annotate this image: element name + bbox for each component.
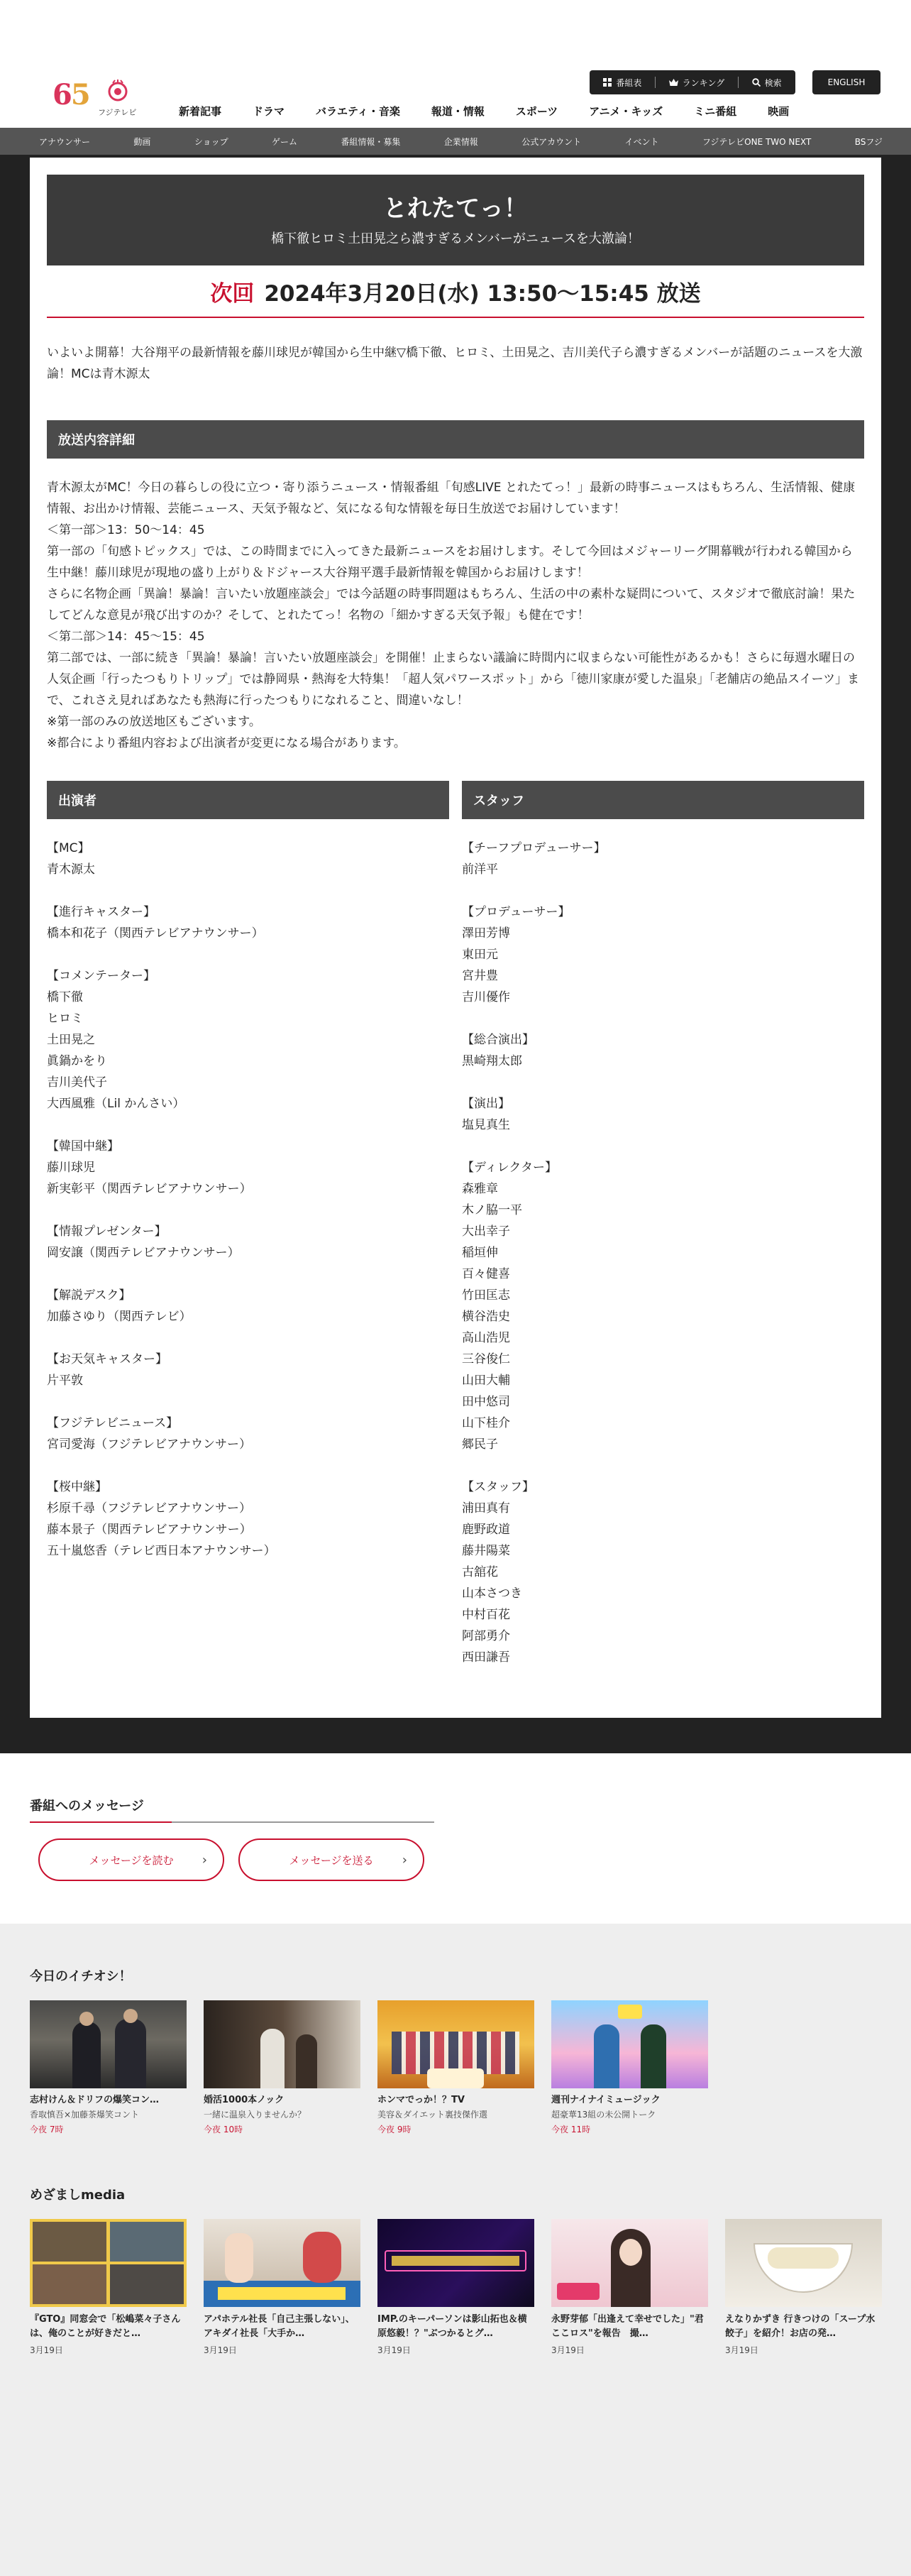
program-content bbox=[30, 158, 881, 1718]
detail-line: ※第一部のみの放送地区もございます。 bbox=[47, 715, 261, 729]
card-date: 3月19日 bbox=[725, 2345, 758, 2355]
credit-name: 橋下徹 bbox=[47, 990, 83, 1004]
media-card[interactable] bbox=[551, 2219, 708, 2356]
staff-list bbox=[462, 838, 864, 1668]
credit-name: 山下桂介 bbox=[462, 1416, 510, 1430]
credit-group bbox=[462, 1093, 864, 1136]
media-card[interactable] bbox=[377, 2219, 534, 2356]
bangumi-label: 番組表 bbox=[616, 77, 642, 88]
card-subtitle: 香取慎吾×加藤茶爆笑コント bbox=[30, 2110, 140, 2120]
credit-group bbox=[47, 1349, 449, 1391]
send-message-button[interactable] bbox=[238, 1838, 424, 1881]
read-message-button[interactable] bbox=[38, 1838, 224, 1881]
nav-item-shinchaku[interactable]: 新着記事 bbox=[179, 105, 222, 118]
card-thumbnail bbox=[204, 2219, 360, 2307]
credit-name: 浦田真有 bbox=[462, 1501, 510, 1516]
medama-icon bbox=[106, 80, 129, 102]
subnav-item-onetwonext[interactable]: フジテレビONE TWO NEXT bbox=[702, 136, 812, 147]
card-date: 3月19日 bbox=[30, 2345, 63, 2355]
message-heading: 番組へのメッセージ bbox=[30, 1796, 434, 1823]
subnav-item-corporate[interactable]: 企業情報 bbox=[443, 136, 478, 147]
credit-group bbox=[47, 1285, 449, 1327]
card-date: 3月19日 bbox=[204, 2345, 237, 2355]
card-thumbnail bbox=[377, 2219, 534, 2307]
credit-role: 【総合演出】 bbox=[462, 1033, 534, 1047]
credit-name: 東田元 bbox=[462, 948, 498, 962]
subnav-item-event[interactable]: イベント bbox=[624, 136, 659, 147]
credit-role: 【解説デスク】 bbox=[47, 1288, 131, 1303]
ichioshi-card[interactable] bbox=[551, 2000, 708, 2135]
card-title: 永野芽郁「出逢えて幸せでした」"君ここロス"を報告 撮… bbox=[551, 2314, 704, 2339]
detail-line: ※都合により番組内容および出演者が変更になる場合があります。 bbox=[47, 736, 406, 750]
subnav-item-game[interactable]: ゲーム bbox=[271, 136, 297, 147]
ichioshi-card[interactable] bbox=[204, 2000, 360, 2135]
credit-name: 吉川優作 bbox=[462, 990, 510, 1004]
mezamashi-cards bbox=[30, 2219, 881, 2356]
credit-name: 大西風雅（Lil かんさい） bbox=[47, 1097, 185, 1111]
credit-name: 中村百花 bbox=[462, 1608, 510, 1622]
credit-name: 青木源太 bbox=[47, 862, 95, 877]
program-area bbox=[0, 155, 911, 1753]
card-title: 志村けん＆ドリフの爆笑コン… bbox=[30, 2095, 160, 2105]
card-thumbnail bbox=[551, 2000, 708, 2088]
credit-name: 藤井陽菜 bbox=[462, 1544, 510, 1558]
credit-role: 【情報プレゼンター】 bbox=[47, 1224, 167, 1239]
credit-name: 黒崎翔太郎 bbox=[462, 1054, 522, 1068]
credit-name: 森雅章 bbox=[462, 1182, 498, 1196]
credit-name: 杉原千尋（フジテレビアナウンサー） bbox=[47, 1501, 251, 1516]
nav-item-mini[interactable]: ミニ番組 bbox=[694, 105, 737, 118]
card-time: 今夜 9時 bbox=[377, 2125, 412, 2134]
credit-name: 藤本景子（関西テレビアナウンサー） bbox=[47, 1523, 252, 1537]
nav-item-variety[interactable]: バラエティ・音楽 bbox=[316, 105, 400, 118]
detail-line: ＜第二部＞14：45〜15：45 bbox=[47, 630, 205, 644]
detail-line: 第一部の「旬感トピックス」では、この時間までに入ってきた最新ニュースをお届けします。そして今回はメジャーリーグ開幕戦が行われる韓国から生中継！藤川球児が現地の盛り上がり＆ドジャース大谷翔平選手最新情報を韓国からお届けします！ bbox=[47, 544, 853, 580]
credit-role: 【コメンテーター】 bbox=[47, 969, 155, 983]
card-thumbnail bbox=[30, 2000, 187, 2088]
credit-group bbox=[47, 901, 449, 944]
next-datetime: 2024年3月20日(水) 13:50〜15:45 放送 bbox=[264, 281, 701, 307]
credit-name: 加藤さゆり（関西テレビ） bbox=[47, 1310, 192, 1324]
credit-group bbox=[47, 1221, 449, 1264]
detail-text bbox=[47, 477, 864, 754]
credit-name: 眞鍋かをり bbox=[47, 1054, 107, 1068]
card-title: IMP.のキーパーソンは影山拓也＆横原悠毅！？"ぶつかるとグ… bbox=[377, 2314, 527, 2339]
cast-heading: 出演者 bbox=[47, 781, 449, 819]
cast-list bbox=[47, 838, 449, 1562]
divider bbox=[738, 77, 739, 88]
credit-name: 高山浩児 bbox=[462, 1331, 510, 1345]
credit-name: 塩見真生 bbox=[462, 1118, 510, 1132]
subnav-item-program-info[interactable]: 番組情報・募集 bbox=[341, 136, 401, 147]
credit-group bbox=[47, 1136, 449, 1200]
card-title: 『GTO』同窓会で「松嶋菜々子さんは、俺のことが好きだと… bbox=[30, 2314, 181, 2339]
credit-name: ヒロミ bbox=[47, 1012, 83, 1026]
grid-icon bbox=[603, 78, 612, 87]
credit-name: 阿部勇介 bbox=[462, 1629, 510, 1643]
credit-name: 前洋平 bbox=[462, 862, 498, 877]
subnav-item-shop[interactable]: ショップ bbox=[194, 136, 228, 147]
utility-menu bbox=[590, 70, 795, 94]
nav-item-drama[interactable]: ドラマ bbox=[253, 105, 285, 118]
credit-name: 山田大輔 bbox=[462, 1374, 510, 1388]
credit-group bbox=[47, 1476, 449, 1562]
credit-role: 【プロデューサー】 bbox=[462, 905, 570, 919]
credit-role: 【ディレクター】 bbox=[462, 1161, 557, 1175]
credit-name: 田中悠司 bbox=[462, 1395, 510, 1409]
credit-name: 稲垣伸 bbox=[462, 1246, 498, 1260]
credit-name: 古舘花 bbox=[462, 1565, 498, 1579]
credit-role: 【フジテレビニュース】 bbox=[47, 1416, 179, 1430]
message-section bbox=[0, 1753, 911, 1924]
credit-group bbox=[462, 1029, 864, 1072]
card-title: ホンマでっか！？TV bbox=[377, 2095, 465, 2105]
program-hero bbox=[47, 175, 864, 265]
chevron-right-icon: › bbox=[201, 1853, 207, 1868]
next-broadcast bbox=[47, 278, 864, 318]
nav-item-anime[interactable]: アニメ・キッズ bbox=[589, 105, 663, 118]
credit-role: 【韓国中継】 bbox=[47, 1139, 119, 1153]
next-label: 次回 bbox=[210, 281, 255, 307]
sub-nav bbox=[0, 128, 911, 155]
credit-name: 岡安譲（関西テレビアナウンサー） bbox=[47, 1246, 240, 1260]
credit-role: 【お天気キャスター】 bbox=[47, 1352, 167, 1366]
subnav-item-bsfuji[interactable]: BSフジ bbox=[854, 136, 883, 147]
ichioshi-card[interactable] bbox=[377, 2000, 534, 2135]
staff-heading: スタッフ bbox=[462, 781, 864, 819]
program-title: とれたてっ！ bbox=[383, 194, 528, 223]
credit-name: 宮井豊 bbox=[462, 969, 498, 983]
credit-group bbox=[47, 1413, 449, 1455]
send-message-label: メッセージを送る bbox=[289, 1853, 374, 1867]
credit-name: 澤田芳博 bbox=[462, 926, 510, 941]
nav-item-movie[interactable]: 映画 bbox=[768, 105, 790, 118]
mezamashi-heading: めざましmedia bbox=[30, 2188, 126, 2203]
credit-name: 山本さつき bbox=[462, 1586, 522, 1601]
subnav-item-video[interactable]: 動画 bbox=[133, 136, 151, 147]
card-thumbnail bbox=[551, 2219, 708, 2307]
credit-role: 【進行キャスター】 bbox=[47, 905, 155, 919]
credit-name: 鹿野政道 bbox=[462, 1523, 510, 1537]
card-title: アパホテル社長「自己主張しない」、アキダイ社長「大手か… bbox=[204, 2314, 355, 2339]
search-label: 検索 bbox=[764, 77, 782, 88]
card-time: 今夜 10時 bbox=[204, 2125, 243, 2134]
ichioshi-heading: 今日のイチオシ！ bbox=[30, 1969, 132, 1984]
detail-heading: 放送内容詳細 bbox=[47, 420, 864, 459]
credit-name: 橋本和花子（関西テレビアナウンサー） bbox=[47, 926, 264, 941]
site-header bbox=[0, 0, 911, 128]
ranking-label: ランキング bbox=[682, 77, 725, 88]
subnav-item-official-accounts[interactable]: 公式アカウント bbox=[521, 136, 582, 147]
search-icon bbox=[752, 78, 761, 87]
program-subtitle: 橋下徹ヒロミ土田晃之ら濃すぎるメンバーがニュースを大激論！ bbox=[271, 231, 640, 246]
credit-role: 【MC】 bbox=[47, 841, 90, 855]
english-button[interactable]: ENGLISH bbox=[812, 70, 880, 94]
detail-line: 青木源太がMC！今日の暮らしの役に立つ・寄り添うニュース・情報番組「旬感LIVE とれたてっ！」最新の時事ニュースはもちろん、生活情報、健康情報、お出かけ情報、芸能ニュース、天気予報など、気になる旬な情報を毎日生放送でお届けしています！ bbox=[47, 481, 856, 516]
card-title: 婚活1000本ノック bbox=[204, 2095, 285, 2105]
ichioshi-cards bbox=[30, 2000, 881, 2135]
program-intro: いよいよ開幕！大谷翔平の最新情報を藤川球児が韓国から生中継▽橋下徹、ヒロミ、土田晃之、吉川美代子ら濃すぎるメンバーが話題のニュースを大激論！MCは青木源太 bbox=[47, 346, 863, 381]
crown-icon bbox=[669, 78, 678, 87]
card-title: えなりかずき 行きつけの「スープ水餃子」を紹介！お店の発… bbox=[725, 2314, 876, 2339]
credit-name: 郷民子 bbox=[462, 1437, 498, 1452]
message-buttons bbox=[30, 1838, 881, 1881]
credit-group bbox=[47, 965, 449, 1114]
mezamashi-section bbox=[30, 2185, 881, 2356]
credit-name: 宮司愛海（フジテレビアナウンサー） bbox=[47, 1437, 251, 1452]
media-card[interactable] bbox=[204, 2219, 360, 2356]
credit-name: 五十嵐悠香（テレビ西日本アナウンサー） bbox=[47, 1544, 276, 1558]
card-title: 週刊ナイナイミュージック bbox=[551, 2095, 661, 2105]
divider bbox=[655, 77, 656, 88]
credit-name: 三谷俊仁 bbox=[462, 1352, 510, 1366]
credit-name: 吉川美代子 bbox=[47, 1075, 107, 1090]
credit-name: 横谷浩史 bbox=[462, 1310, 510, 1324]
ichioshi-card[interactable] bbox=[30, 2000, 187, 2135]
credit-group bbox=[462, 901, 864, 1008]
card-thumbnail bbox=[30, 2219, 187, 2307]
credit-role: 【チーフプロデューサー】 bbox=[462, 841, 606, 855]
detail-line: ＜第一部＞13：50〜14：45 bbox=[47, 523, 205, 537]
nav-item-news[interactable]: 報道・情報 bbox=[431, 105, 485, 118]
card-time: 今夜 11時 bbox=[551, 2125, 591, 2134]
credit-group bbox=[462, 838, 864, 880]
nav-item-sports[interactable]: スポーツ bbox=[515, 105, 558, 118]
fujitv-logo[interactable] bbox=[53, 77, 145, 116]
detail-line: 第二部では、一部に続き「異論！暴論！言いたい放題座談会」を開催！止まらない議論に時間内に収まらない可能性があるかも！さらに毎週水曜日の人気企画「行ったつもりトリップ」では静岡県・熱海を大特集！「超人気パワースポット」から「徳川家康が愛した温泉」「老舗店の絶品スイーツ」まで、これさえ見ればあなたも熱海に行ったつもりになれること、間違いなし！ bbox=[47, 651, 859, 708]
card-date: 3月19日 bbox=[377, 2345, 411, 2355]
cast-column bbox=[47, 781, 449, 1689]
card-thumbnail bbox=[204, 2000, 360, 2088]
recommend-area bbox=[0, 1924, 911, 2576]
logo-text: フジテレビ bbox=[98, 108, 137, 117]
bangumi-link[interactable] bbox=[603, 77, 641, 89]
credit-name: 土田晃之 bbox=[47, 1033, 95, 1047]
subnav-item-announcer[interactable]: アナウンサー bbox=[39, 136, 91, 147]
read-message-label: メッセージを読む bbox=[89, 1853, 174, 1867]
credit-group bbox=[462, 1157, 864, 1455]
card-time: 今夜 7時 bbox=[30, 2125, 64, 2134]
credit-group bbox=[47, 838, 449, 880]
media-card[interactable] bbox=[30, 2219, 187, 2356]
card-subtitle: 超豪華13組の未公開トーク bbox=[551, 2110, 656, 2120]
staff-column bbox=[462, 781, 864, 1689]
credit-name: 片平敦 bbox=[47, 1374, 83, 1388]
credit-name: 竹田匡志 bbox=[462, 1288, 510, 1303]
card-date: 3月19日 bbox=[551, 2345, 585, 2355]
media-card[interactable] bbox=[725, 2219, 882, 2356]
card-thumbnail bbox=[725, 2219, 882, 2307]
card-subtitle: 美容＆ダイエット裏技傑作選 bbox=[377, 2110, 488, 2120]
credit-role: 【演出】 bbox=[462, 1097, 510, 1111]
logo-65th-mark: 65 bbox=[53, 78, 89, 111]
credit-name: 木ノ脇一平 bbox=[462, 1203, 522, 1217]
credit-name: 西田謙吾 bbox=[462, 1650, 510, 1665]
credit-name: 大出幸子 bbox=[462, 1224, 510, 1239]
detail-line: さらに名物企画「異論！暴論！言いたい放題座談会」では今話題の時事問題はもちろん、生活の中の素朴な疑問について、スタジオで徹底討論！果たしてどんな意見が飛び出すのか？そして、とれたてっ！名物の「細かすぎる天気予報」も健在です！ bbox=[47, 587, 856, 623]
chevron-right-icon: › bbox=[402, 1853, 407, 1868]
credit-role: 【桜中継】 bbox=[47, 1480, 107, 1494]
credit-name: 藤川球児 bbox=[47, 1161, 95, 1175]
card-subtitle: 一緒に温泉入りませんか？ bbox=[204, 2110, 307, 2120]
credit-role: 【スタッフ】 bbox=[462, 1480, 534, 1494]
credit-name: 新実彰平（関西テレビアナウンサー） bbox=[47, 1182, 252, 1196]
credits bbox=[47, 781, 864, 1689]
card-thumbnail bbox=[377, 2000, 534, 2088]
credit-name: 百々健喜 bbox=[462, 1267, 510, 1281]
credit-group bbox=[462, 1476, 864, 1668]
main-nav bbox=[179, 104, 820, 119]
search-link[interactable] bbox=[752, 77, 782, 89]
ranking-link[interactable] bbox=[669, 77, 725, 89]
